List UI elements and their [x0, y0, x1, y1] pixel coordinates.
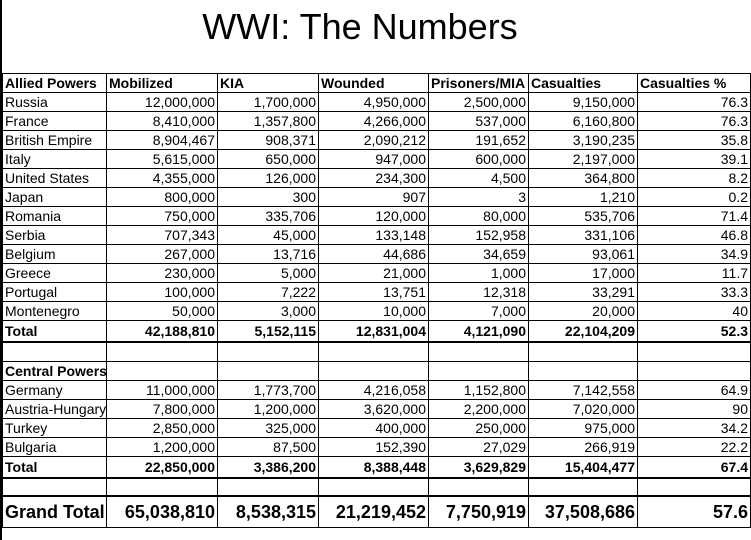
value-cell: 650,000	[218, 150, 319, 169]
allied-row	[3, 283, 751, 302]
row-label-cell: Japan	[3, 188, 107, 207]
value-cell: KIA	[218, 74, 319, 93]
value-cell	[319, 362, 429, 381]
value-cell	[638, 362, 751, 381]
value-cell: 1,210	[529, 188, 638, 207]
value-cell: 234,300	[319, 169, 429, 188]
value-cell: 3,629,829	[429, 457, 529, 479]
value-cell: 5,615,000	[107, 150, 218, 169]
value-cell: 1,200,000	[218, 400, 319, 419]
allied-row	[3, 131, 751, 150]
central-row	[3, 438, 751, 457]
value-cell: 93,061	[529, 245, 638, 264]
value-cell: 34,659	[429, 245, 529, 264]
allied-row	[3, 93, 751, 112]
value-cell: 191,652	[429, 131, 529, 150]
value-cell: 7,800,000	[107, 400, 218, 419]
value-cell: 76.3	[638, 112, 751, 131]
value-cell: 4,500	[429, 169, 529, 188]
value-cell: 9,150,000	[529, 93, 638, 112]
row-label-cell: Germany	[3, 381, 107, 400]
value-cell: 152,958	[429, 226, 529, 245]
value-cell: 1,700,000	[218, 93, 319, 112]
value-cell: 35.8	[638, 131, 751, 150]
value-cell: 4,355,000	[107, 169, 218, 188]
value-cell: Casualties %	[638, 74, 751, 93]
value-cell: 1,000	[429, 264, 529, 283]
value-cell: 45,000	[218, 226, 319, 245]
row-label-cell: Montenegro	[3, 302, 107, 321]
row-label-cell: Central Powers	[3, 362, 107, 381]
value-cell: 71.4	[638, 207, 751, 226]
value-cell	[429, 342, 529, 362]
allied-total-row	[3, 321, 751, 343]
value-cell: 11,000,000	[107, 381, 218, 400]
value-cell: 535,706	[529, 207, 638, 226]
value-cell: 908,371	[218, 131, 319, 150]
value-cell	[218, 478, 319, 496]
value-cell	[429, 362, 529, 381]
value-cell: Mobilized	[107, 74, 218, 93]
value-cell: 126,000	[218, 169, 319, 188]
value-cell: 537,000	[429, 112, 529, 131]
value-cell: 8,388,448	[319, 457, 429, 479]
allied-row	[3, 245, 751, 264]
value-cell: 2,090,212	[319, 131, 429, 150]
value-cell: 1,773,700	[218, 381, 319, 400]
allied-row	[3, 264, 751, 283]
value-cell: 1,152,800	[429, 381, 529, 400]
value-cell: 12,318	[429, 283, 529, 302]
value-cell: 11.7	[638, 264, 751, 283]
value-cell: 21,219,452	[319, 496, 429, 528]
value-cell: 12,000,000	[107, 93, 218, 112]
row-label-cell: Austria-Hungary	[3, 400, 107, 419]
row-label-cell: Russia	[3, 93, 107, 112]
value-cell	[107, 478, 218, 496]
value-cell: 5,152,115	[218, 321, 319, 343]
value-cell: 4,266,000	[319, 112, 429, 131]
row-label-cell: Portugal	[3, 283, 107, 302]
value-cell	[529, 362, 638, 381]
central-row	[3, 419, 751, 438]
value-cell: 750,000	[107, 207, 218, 226]
central-powers-header-row	[3, 362, 751, 381]
value-cell	[638, 478, 751, 496]
row-label-cell: Total	[3, 321, 107, 343]
value-cell: 22,850,000	[107, 457, 218, 479]
value-cell: Casualties	[529, 74, 638, 93]
value-cell	[429, 478, 529, 496]
value-cell: 4,121,090	[429, 321, 529, 343]
value-cell: 120,000	[319, 207, 429, 226]
value-cell: 33.3	[638, 283, 751, 302]
header-row	[3, 74, 751, 93]
value-cell: 2,500,000	[429, 93, 529, 112]
value-cell: 15,404,477	[529, 457, 638, 479]
row-label-cell: Greece	[3, 264, 107, 283]
value-cell: 87,500	[218, 438, 319, 457]
value-cell: 64.9	[638, 381, 751, 400]
row-label-cell: British Empire	[3, 131, 107, 150]
value-cell: 133,148	[319, 226, 429, 245]
value-cell: 37,508,686	[529, 496, 638, 528]
value-cell: 800,000	[107, 188, 218, 207]
value-cell: 39.1	[638, 150, 751, 169]
value-cell: 50,000	[107, 302, 218, 321]
value-cell: 331,106	[529, 226, 638, 245]
value-cell	[529, 342, 638, 362]
value-cell	[319, 342, 429, 362]
central-row	[3, 400, 751, 419]
value-cell: 52.3	[638, 321, 751, 343]
value-cell: 22.2	[638, 438, 751, 457]
allied-row	[3, 112, 751, 131]
value-cell: 42,188,810	[107, 321, 218, 343]
allied-row	[3, 226, 751, 245]
value-cell: 300	[218, 188, 319, 207]
value-cell: 947,000	[319, 150, 429, 169]
row-label-cell: Belgium	[3, 245, 107, 264]
value-cell: 4,950,000	[319, 93, 429, 112]
casualties-table-container	[2, 73, 748, 528]
value-cell: 907	[319, 188, 429, 207]
row-label-cell: France	[3, 112, 107, 131]
casualties-table	[2, 73, 751, 528]
row-label-cell: Romania	[3, 207, 107, 226]
value-cell	[218, 342, 319, 362]
value-cell: 8,904,467	[107, 131, 218, 150]
value-cell: 12,831,004	[319, 321, 429, 343]
allied-row	[3, 188, 751, 207]
central-total-row	[3, 457, 751, 479]
value-cell: 7,000	[429, 302, 529, 321]
row-label-cell: Turkey	[3, 419, 107, 438]
value-cell: 40	[638, 302, 751, 321]
value-cell: 400,000	[319, 419, 429, 438]
row-label-cell: Serbia	[3, 226, 107, 245]
value-cell: 46.8	[638, 226, 751, 245]
value-cell: 2,197,000	[529, 150, 638, 169]
allied-row	[3, 150, 751, 169]
value-cell: 6,160,800	[529, 112, 638, 131]
row-label-cell: Bulgaria	[3, 438, 107, 457]
value-cell: 80,000	[429, 207, 529, 226]
value-cell: 5,000	[218, 264, 319, 283]
value-cell	[107, 362, 218, 381]
value-cell	[218, 362, 319, 381]
value-cell: 65,038,810	[107, 496, 218, 528]
value-cell: 34.2	[638, 419, 751, 438]
value-cell: 600,000	[429, 150, 529, 169]
value-cell: 27,029	[429, 438, 529, 457]
value-cell: 2,850,000	[107, 419, 218, 438]
central-row	[3, 381, 751, 400]
value-cell: 3,620,000	[319, 400, 429, 419]
value-cell: 8,410,000	[107, 112, 218, 131]
value-cell: 2,200,000	[429, 400, 529, 419]
value-cell	[638, 342, 751, 362]
value-cell: 17,000	[529, 264, 638, 283]
value-cell: 3	[429, 188, 529, 207]
value-cell: 7,142,558	[529, 381, 638, 400]
value-cell: 152,390	[319, 438, 429, 457]
value-cell: 76.3	[638, 93, 751, 112]
value-cell: 230,000	[107, 264, 218, 283]
value-cell: 1,357,800	[218, 112, 319, 131]
value-cell: 22,104,209	[529, 321, 638, 343]
value-cell: 335,706	[218, 207, 319, 226]
value-cell: 267,000	[107, 245, 218, 264]
spacer-row	[3, 478, 751, 496]
allied-row	[3, 169, 751, 188]
value-cell: 100,000	[107, 283, 218, 302]
row-label-cell: United States	[3, 169, 107, 188]
allied-row	[3, 302, 751, 321]
spacer-row	[3, 342, 751, 362]
slide-title: WWI: The Numbers	[202, 6, 518, 47]
value-cell	[529, 478, 638, 496]
value-cell: 10,000	[319, 302, 429, 321]
value-cell: 975,000	[529, 419, 638, 438]
value-cell: 325,000	[218, 419, 319, 438]
value-cell	[319, 478, 429, 496]
value-cell: 3,000	[218, 302, 319, 321]
value-cell: 8.2	[638, 169, 751, 188]
value-cell: Wounded	[319, 74, 429, 93]
value-cell: 13,751	[319, 283, 429, 302]
value-cell: 7,750,919	[429, 496, 529, 528]
value-cell: 707,343	[107, 226, 218, 245]
value-cell: 20,000	[529, 302, 638, 321]
value-cell: 33,291	[529, 283, 638, 302]
row-label-cell	[3, 478, 107, 496]
row-label-cell: Total	[3, 457, 107, 479]
allied-row	[3, 207, 751, 226]
value-cell: 7,020,000	[529, 400, 638, 419]
value-cell: 250,000	[429, 419, 529, 438]
value-cell: Prisoners/MIA	[429, 74, 529, 93]
value-cell: 8,538,315	[218, 496, 319, 528]
value-cell: 364,800	[529, 169, 638, 188]
row-label-cell: Italy	[3, 150, 107, 169]
value-cell: 4,216,058	[319, 381, 429, 400]
value-cell: 57.6	[638, 496, 751, 528]
value-cell: 3,386,200	[218, 457, 319, 479]
row-label-cell: Grand Total	[3, 496, 107, 528]
row-label-cell	[3, 342, 107, 362]
value-cell: 67.4	[638, 457, 751, 479]
value-cell: 7,222	[218, 283, 319, 302]
value-cell: 34.9	[638, 245, 751, 264]
value-cell: 13,716	[218, 245, 319, 264]
grand-total-row	[3, 496, 751, 528]
value-cell	[107, 342, 218, 362]
row-label-cell: Allied Powers	[3, 74, 107, 93]
value-cell: 3,190,235	[529, 131, 638, 150]
value-cell: 44,686	[319, 245, 429, 264]
value-cell: 90	[638, 400, 751, 419]
value-cell: 21,000	[319, 264, 429, 283]
value-cell: 1,200,000	[107, 438, 218, 457]
value-cell: 0.2	[638, 188, 751, 207]
value-cell: 266,919	[529, 438, 638, 457]
